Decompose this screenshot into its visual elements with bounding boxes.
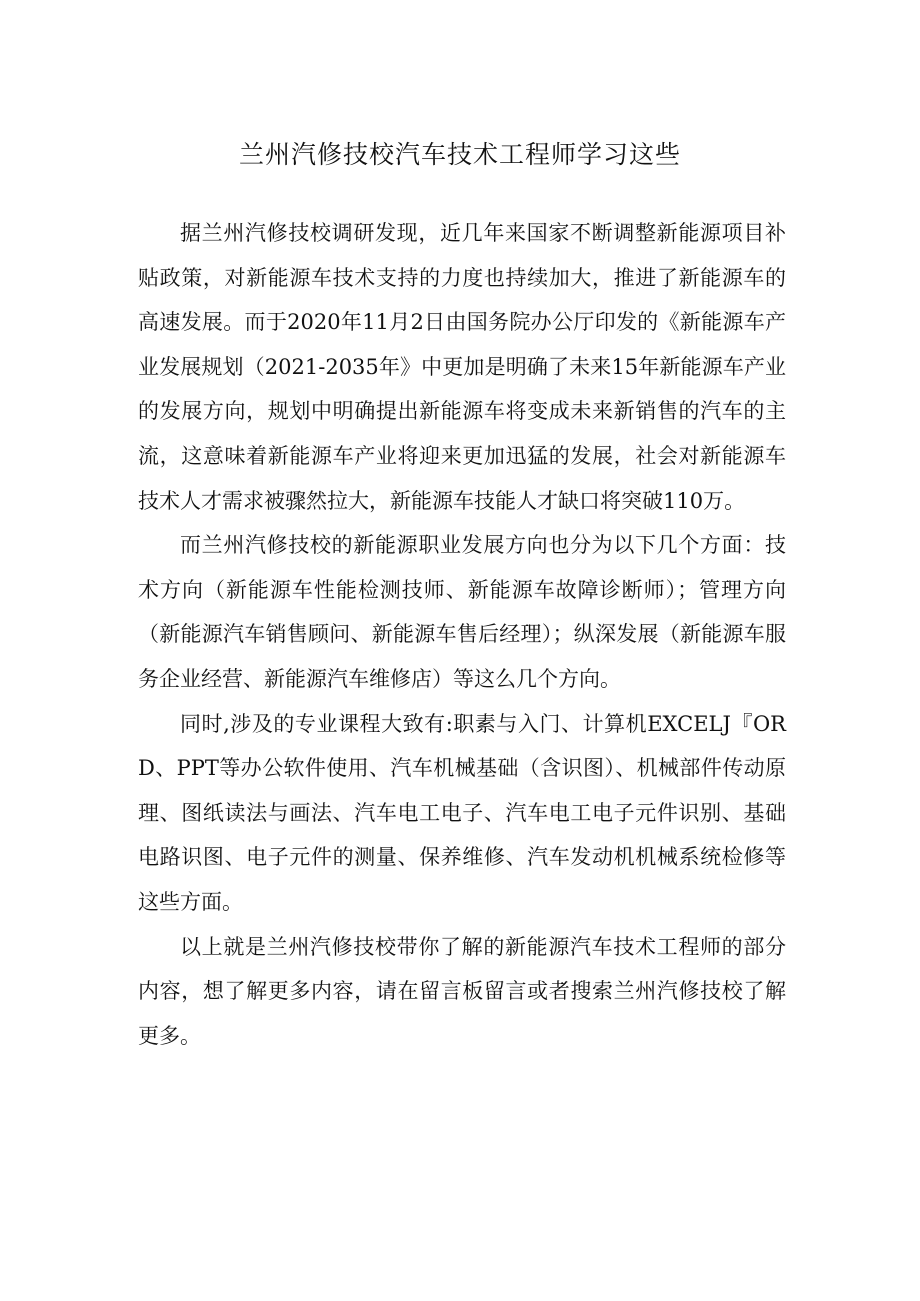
document-body xyxy=(138,211,786,1058)
paragraph-courses: 同时,涉及的专业课程大致有:职素与入门、计算机EXCELJ『ORD、PPT等办公软件使用、汽车机械基础（含识图）、机械部件传动原理、图纸读法与画法、汽车电工电子、汽车电工电子元件识别、基础电路识图、电子元件的测量、保养维修、汽车发动机机械系统检修等这些方面。 xyxy=(138,711,786,914)
paragraph-conclusion: 以上就是兰州汽修技校带你了解的新能源汽车技术工程师的部分内容，想了解更多内容，请在留言板留言或者搜索兰州汽修技校了解更多。 xyxy=(138,934,786,1048)
paragraph-career-directions: 而兰州汽修技校的新能源职业发展方向也分为以下几个方面：技术方向（新能源车性能检测技师、新能源车故障诊断师）；管理方向（新能源汽车销售顾问、新能源车售后经理）；纵深发展（新能源车服务企业经营、新能源汽车维修店）等这么几个方向。 xyxy=(138,533,786,691)
document-title: 兰州汽修技校汽车技术工程师学习这些 xyxy=(238,139,681,169)
paragraph-policy: 据兰州汽修技校调研发现，近几年来国家不断调整新能源项目补贴政策，对新能源车技术支持的力度也持续加大，推进了新能源车的高速发展。而于2020年11月2日由国务院办公厅印发的《新能源车产业发展规划（2021-2035年》中更加是明确了未来15年新能源车产业的发展方向，规划中明确提出新能源车将变成未来新销售的汽车的主流，这意味着新能源车产业将迎来更加迅猛的发展，社会对新能源车技术人才需求被骤然拉大，新能源车技能人才缺口将突破110万。 xyxy=(138,221,786,513)
